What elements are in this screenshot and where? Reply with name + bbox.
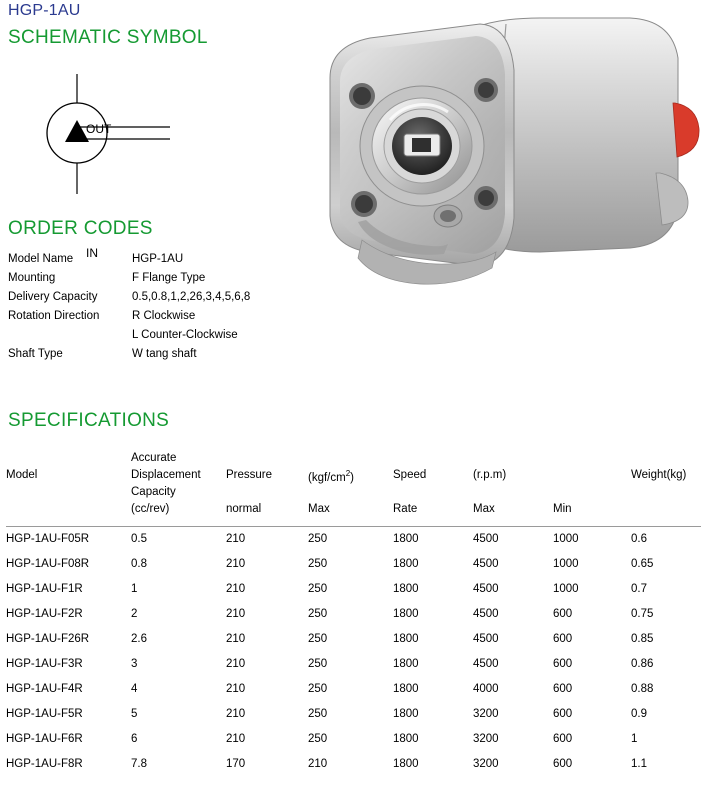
spec-header-cell xyxy=(308,452,393,469)
spec-value-cell: 0.8 xyxy=(131,558,147,570)
spec-value-cell: 2 xyxy=(131,608,138,620)
spec-header-row xyxy=(6,486,706,503)
spec-value-cell: 4 xyxy=(131,683,138,695)
spec-value-cell: 0.6 xyxy=(631,533,647,545)
spec-value-cell: 4500 xyxy=(473,608,499,620)
spec-header-cell: Model xyxy=(6,469,38,481)
spec-header-divider xyxy=(6,526,701,527)
spec-model-cell: HGP-1AU-F2R xyxy=(6,608,83,620)
specifications-table xyxy=(6,452,706,520)
spec-value-cell: 0.85 xyxy=(631,633,654,645)
spec-header-cell: (cc/rev) xyxy=(131,503,170,515)
spec-header-cell xyxy=(393,452,473,469)
spec-header-cell xyxy=(473,486,553,503)
spec-value-cell: 250 xyxy=(308,608,328,620)
spec-value-cell: 1800 xyxy=(393,683,419,695)
spec-header-cell xyxy=(6,452,131,469)
spec-value-cell: 600 xyxy=(553,633,573,645)
spec-model-cell: HGP-1AU-F1R xyxy=(6,583,83,595)
spec-header-cell: Speed xyxy=(393,469,427,481)
order-key xyxy=(8,326,128,345)
order-key: Delivery Capacity xyxy=(8,291,98,303)
spec-header-cell: Capacity xyxy=(131,486,176,498)
table-row xyxy=(6,727,706,752)
spec-value-cell: 600 xyxy=(553,608,573,620)
spec-value-cell: 600 xyxy=(553,683,573,695)
spec-value-cell: 600 xyxy=(553,708,573,720)
spec-header-cell: Weight(kg) xyxy=(631,469,687,481)
spec-model-cell: HGP-1AU-F4R xyxy=(6,683,83,695)
spec-value-cell: 0.88 xyxy=(631,683,654,695)
spec-value-cell: 210 xyxy=(226,658,246,670)
pressure-unit-text: (kgf/cm xyxy=(308,471,346,484)
table-row xyxy=(8,307,308,326)
spec-header-cell xyxy=(226,486,308,503)
specifications-data-table xyxy=(6,527,706,777)
spec-value-cell: 1000 xyxy=(553,533,579,545)
spec-value-cell: 210 xyxy=(226,708,246,720)
spec-value-cell: 600 xyxy=(553,658,573,670)
spec-value-cell: 210 xyxy=(226,608,246,620)
table-row xyxy=(6,552,706,577)
spec-header-cell xyxy=(393,486,473,503)
spec-value-cell: 3 xyxy=(131,658,138,670)
spec-value-cell: 0.75 xyxy=(631,608,654,620)
spec-value-cell: 0.5 xyxy=(131,533,147,545)
spec-header-cell: Rate xyxy=(393,503,418,515)
spec-value-cell: 210 xyxy=(226,633,246,645)
spec-value-cell: 3200 xyxy=(473,758,499,770)
order-key: Rotation Direction xyxy=(8,310,100,322)
spec-header-cell xyxy=(226,452,308,469)
table-row xyxy=(6,602,706,627)
spec-value-cell: 1800 xyxy=(393,583,419,595)
schematic-out-label: OUT xyxy=(86,122,112,136)
spec-header-row xyxy=(6,469,706,486)
spec-value-cell: 0.7 xyxy=(631,583,647,595)
spec-header-row xyxy=(6,452,706,469)
pump-photo-svg xyxy=(300,8,702,303)
spec-header-cell xyxy=(631,452,706,469)
spec-header-cell xyxy=(631,503,706,520)
spec-value-cell: 1 xyxy=(631,733,638,745)
spec-value-cell: 1800 xyxy=(393,758,419,770)
table-row xyxy=(6,677,706,702)
spec-header-cell: Max xyxy=(473,503,495,515)
table-row xyxy=(8,326,308,345)
spec-value-cell: 4500 xyxy=(473,558,499,570)
spec-header-cell: Pressure xyxy=(226,469,273,481)
table-row xyxy=(6,652,706,677)
spec-value-cell: 1800 xyxy=(393,708,419,720)
table-row xyxy=(8,345,308,364)
spec-value-cell: 7.8 xyxy=(131,758,147,770)
spec-header-cell xyxy=(473,452,553,469)
spec-header-cell: Min xyxy=(553,503,572,515)
spec-header-cell xyxy=(6,486,131,503)
table-row xyxy=(8,288,308,307)
spec-value-cell: 1.1 xyxy=(631,758,647,770)
spec-value-cell: 600 xyxy=(553,733,573,745)
page-title: HGP-1AU xyxy=(8,2,81,19)
order-value: W tang shaft xyxy=(132,348,197,360)
spec-value-cell: 6 xyxy=(131,733,138,745)
order-value: R Clockwise xyxy=(132,310,196,322)
order-codes-section-heading: ORDER CODES xyxy=(8,218,153,239)
spec-value-cell: 1800 xyxy=(393,533,419,545)
spec-model-cell: HGP-1AU-F05R xyxy=(6,533,90,545)
spec-model-cell: HGP-1AU-F3R xyxy=(6,658,83,670)
spec-value-cell: 170 xyxy=(226,758,246,770)
schematic-in-label: IN xyxy=(86,246,98,260)
spec-value-cell: 4000 xyxy=(473,683,499,695)
spec-value-cell: 1800 xyxy=(393,608,419,620)
spec-value-cell: 250 xyxy=(308,733,328,745)
pressure-unit-close: ) xyxy=(350,471,354,484)
order-value: 0.5,0.8,1,2,26,3,4,5,6,8 xyxy=(132,291,251,303)
specifications-table-wrapper xyxy=(0,452,707,777)
spec-header-cell xyxy=(553,469,631,486)
spec-value-cell: 1800 xyxy=(393,733,419,745)
spec-header-cell: Max xyxy=(308,503,330,515)
pressure-unit-exponent: 2 xyxy=(345,469,351,478)
spec-value-cell: 250 xyxy=(308,558,328,570)
table-row xyxy=(6,627,706,652)
table-row xyxy=(8,269,308,288)
order-value: L Counter-Clockwise xyxy=(132,329,238,341)
spec-header-cell xyxy=(6,503,131,520)
spec-model-cell: HGP-1AU-F6R xyxy=(6,733,83,745)
spec-value-cell: 3200 xyxy=(473,708,499,720)
spec-header-cell: normal xyxy=(226,503,262,515)
spec-value-cell: 210 xyxy=(226,533,246,545)
spec-value-cell: 0.86 xyxy=(631,658,654,670)
spec-header-cell: Accurate xyxy=(131,452,177,464)
spec-header-row xyxy=(6,503,706,520)
spec-value-cell: 250 xyxy=(308,658,328,670)
spec-value-cell: 0.9 xyxy=(631,708,647,720)
spec-value-cell: 0.65 xyxy=(631,558,654,570)
spec-header-cell xyxy=(553,486,631,503)
spec-value-cell: 250 xyxy=(308,533,328,545)
spec-value-cell: 210 xyxy=(226,733,246,745)
table-row xyxy=(6,752,706,777)
spec-header-cell: (r.p.m) xyxy=(473,469,507,481)
spec-value-cell: 3200 xyxy=(473,733,499,745)
spec-header-cell xyxy=(631,486,706,503)
spec-value-cell: 1 xyxy=(131,583,138,595)
spec-value-cell: 1000 xyxy=(553,583,579,595)
order-key: Mounting xyxy=(8,272,56,284)
spec-model-cell: HGP-1AU-F8R xyxy=(6,758,83,770)
spec-model-cell: HGP-1AU-F26R xyxy=(6,633,90,645)
spec-header-cell-pressure-unit xyxy=(308,469,393,486)
order-key: Shaft Type xyxy=(8,348,63,360)
table-row xyxy=(6,702,706,727)
spec-value-cell: 4500 xyxy=(473,633,499,645)
table-row xyxy=(6,527,706,552)
spec-value-cell: 250 xyxy=(308,583,328,595)
spec-value-cell: 4500 xyxy=(473,533,499,545)
order-value: F Flange Type xyxy=(132,272,206,284)
table-row xyxy=(8,250,308,269)
specifications-section-heading: SPECIFICATIONS xyxy=(8,410,170,431)
order-value: HGP-1AU xyxy=(132,253,184,265)
spec-value-cell: 1800 xyxy=(393,558,419,570)
spec-value-cell: 4500 xyxy=(473,583,499,595)
spec-value-cell: 5 xyxy=(131,708,138,720)
spec-value-cell: 1800 xyxy=(393,658,419,670)
spec-value-cell: 250 xyxy=(308,708,328,720)
spec-value-cell: 210 xyxy=(308,758,328,770)
spec-value-cell: 1800 xyxy=(393,633,419,645)
spec-value-cell: 4500 xyxy=(473,658,499,670)
schematic-section-heading: SCHEMATIC SYMBOL xyxy=(8,27,208,48)
order-codes-table xyxy=(8,250,308,364)
spec-value-cell: 210 xyxy=(226,683,246,695)
spec-value-cell: 250 xyxy=(308,633,328,645)
spec-value-cell: 600 xyxy=(553,758,573,770)
order-key: Model Name xyxy=(8,253,74,265)
spec-value-cell: 210 xyxy=(226,558,246,570)
spec-value-cell: 250 xyxy=(308,683,328,695)
spec-value-cell: 210 xyxy=(226,583,246,595)
spec-value-cell: 2.6 xyxy=(131,633,147,645)
spec-model-cell: HGP-1AU-F08R xyxy=(6,558,90,570)
spec-header-cell: Displacement xyxy=(131,469,201,481)
spec-model-cell: HGP-1AU-F5R xyxy=(6,708,83,720)
table-row xyxy=(6,577,706,602)
spec-header-cell xyxy=(308,486,393,503)
product-photo xyxy=(300,8,702,303)
spec-value-cell: 1000 xyxy=(553,558,579,570)
spec-header-cell xyxy=(553,452,631,469)
